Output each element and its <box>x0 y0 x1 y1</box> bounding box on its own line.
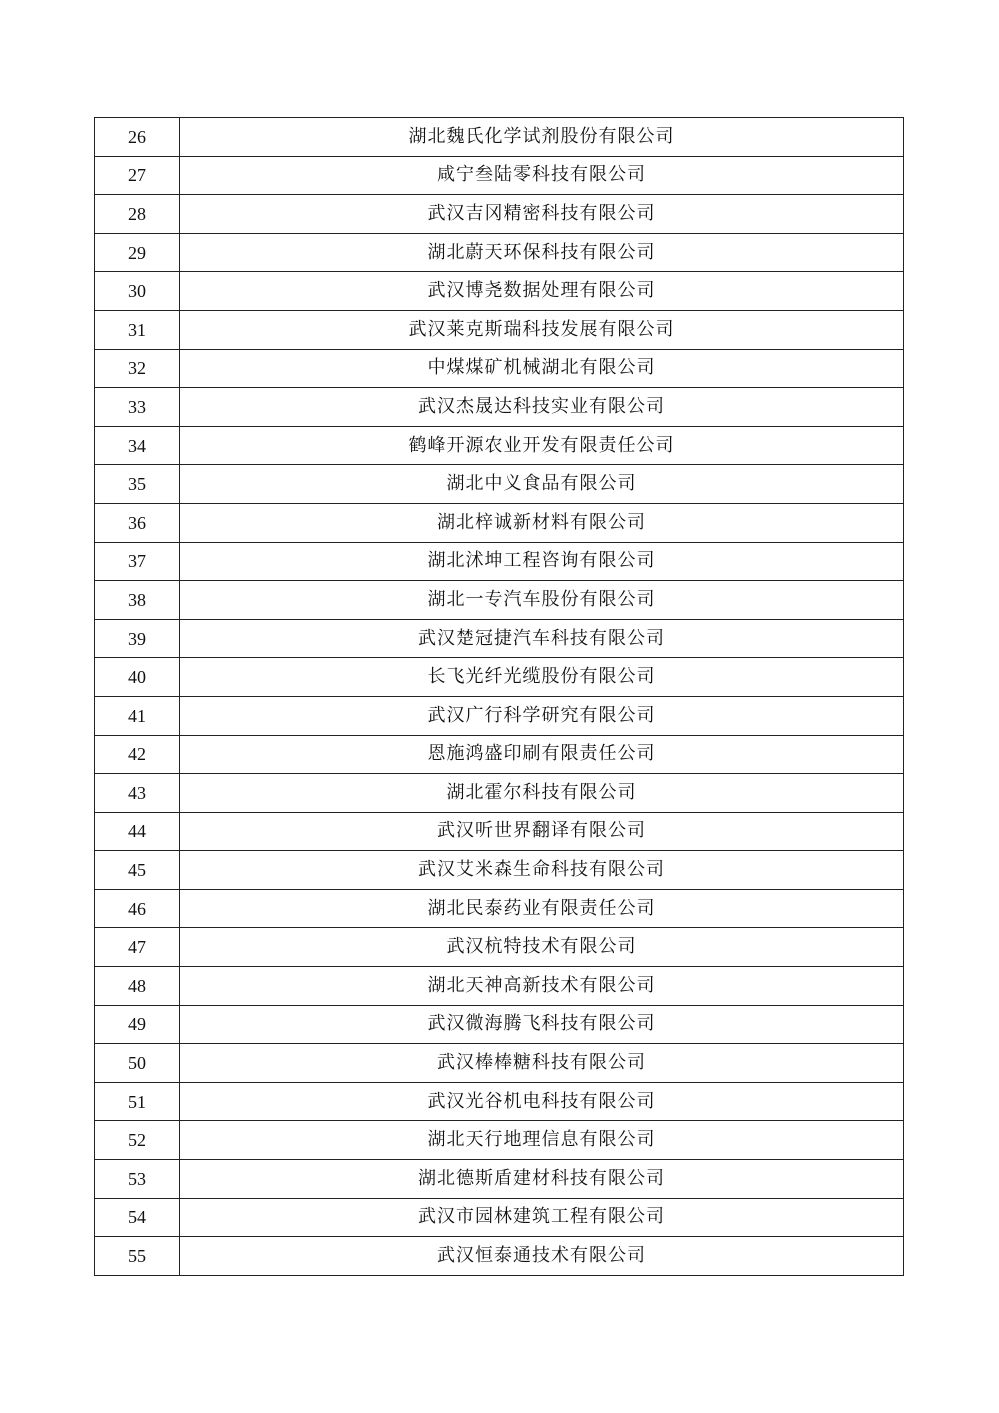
company-name-cell: 湖北魏氏化学试剂股份有限公司 <box>180 118 904 157</box>
company-name-cell: 湖北天神高新技术有限公司 <box>180 967 904 1006</box>
row-number-cell: 32 <box>95 349 180 388</box>
company-list-body <box>95 118 904 1276</box>
table-row <box>95 233 904 272</box>
table-row <box>95 851 904 890</box>
row-number-cell: 28 <box>95 195 180 234</box>
table-row <box>95 118 904 157</box>
company-name-cell: 鹤峰开源农业开发有限责任公司 <box>180 426 904 465</box>
company-name-cell: 武汉杭特技术有限公司 <box>180 928 904 967</box>
row-number-cell: 50 <box>95 1044 180 1083</box>
row-number-cell: 49 <box>95 1005 180 1044</box>
company-list-table <box>94 117 904 1276</box>
table-row <box>95 1198 904 1237</box>
row-number-cell: 53 <box>95 1160 180 1199</box>
row-number-cell: 30 <box>95 272 180 311</box>
table-row <box>95 465 904 504</box>
company-name-cell: 武汉楚冠捷汽车科技有限公司 <box>180 619 904 658</box>
company-name-cell: 武汉恒泰通技术有限公司 <box>180 1237 904 1276</box>
row-number-cell: 29 <box>95 233 180 272</box>
row-number-cell: 36 <box>95 503 180 542</box>
company-name-cell: 中煤煤矿机械湖北有限公司 <box>180 349 904 388</box>
row-number-cell: 45 <box>95 851 180 890</box>
row-number-cell: 52 <box>95 1121 180 1160</box>
row-number-cell: 27 <box>95 156 180 195</box>
company-name-cell: 武汉吉冈精密科技有限公司 <box>180 195 904 234</box>
table-row <box>95 735 904 774</box>
row-number-cell: 48 <box>95 967 180 1006</box>
company-name-cell: 湖北天行地理信息有限公司 <box>180 1121 904 1160</box>
company-name-cell: 长飞光纤光缆股份有限公司 <box>180 658 904 697</box>
table-row <box>95 1044 904 1083</box>
table-row <box>95 349 904 388</box>
company-name-cell: 武汉杰晟达科技实业有限公司 <box>180 388 904 427</box>
table-row <box>95 310 904 349</box>
table-row <box>95 619 904 658</box>
table-row <box>95 889 904 928</box>
row-number-cell: 43 <box>95 774 180 813</box>
company-name-cell: 武汉广行科学研究有限公司 <box>180 696 904 735</box>
row-number-cell: 37 <box>95 542 180 581</box>
row-number-cell: 55 <box>95 1237 180 1276</box>
company-name-cell: 湖北霍尔科技有限公司 <box>180 774 904 813</box>
table-row <box>95 967 904 1006</box>
row-number-cell: 41 <box>95 696 180 735</box>
table-row <box>95 388 904 427</box>
row-number-cell: 42 <box>95 735 180 774</box>
company-name-cell: 湖北德斯盾建材科技有限公司 <box>180 1160 904 1199</box>
table-row <box>95 581 904 620</box>
row-number-cell: 47 <box>95 928 180 967</box>
row-number-cell: 40 <box>95 658 180 697</box>
row-number-cell: 46 <box>95 889 180 928</box>
table-row <box>95 812 904 851</box>
company-name-cell: 湖北梓诚新材料有限公司 <box>180 503 904 542</box>
table-row <box>95 1005 904 1044</box>
table-row <box>95 426 904 465</box>
company-name-cell: 武汉博尧数据处理有限公司 <box>180 272 904 311</box>
company-name-cell: 湖北蔚天环保科技有限公司 <box>180 233 904 272</box>
company-name-cell: 武汉市园林建筑工程有限公司 <box>180 1198 904 1237</box>
table-row <box>95 1121 904 1160</box>
row-number-cell: 39 <box>95 619 180 658</box>
row-number-cell: 31 <box>95 310 180 349</box>
row-number-cell: 35 <box>95 465 180 504</box>
company-name-cell: 武汉莱克斯瑞科技发展有限公司 <box>180 310 904 349</box>
row-number-cell: 44 <box>95 812 180 851</box>
table-row <box>95 156 904 195</box>
company-name-cell: 湖北一专汽车股份有限公司 <box>180 581 904 620</box>
row-number-cell: 34 <box>95 426 180 465</box>
table-row <box>95 503 904 542</box>
company-name-cell: 武汉听世界翻译有限公司 <box>180 812 904 851</box>
company-name-cell: 恩施鸿盛印刷有限责任公司 <box>180 735 904 774</box>
company-name-cell: 湖北中义食品有限公司 <box>180 465 904 504</box>
table-row <box>95 542 904 581</box>
table-row <box>95 272 904 311</box>
table-row <box>95 696 904 735</box>
table-row <box>95 658 904 697</box>
table-row <box>95 1237 904 1276</box>
table-row <box>95 1160 904 1199</box>
company-name-cell: 武汉艾米森生命科技有限公司 <box>180 851 904 890</box>
row-number-cell: 38 <box>95 581 180 620</box>
table-row <box>95 195 904 234</box>
company-name-cell: 湖北沭坤工程咨询有限公司 <box>180 542 904 581</box>
company-name-cell: 武汉微海腾飞科技有限公司 <box>180 1005 904 1044</box>
company-name-cell: 武汉棒棒糖科技有限公司 <box>180 1044 904 1083</box>
table-row <box>95 928 904 967</box>
table-row <box>95 1082 904 1121</box>
row-number-cell: 26 <box>95 118 180 157</box>
company-name-cell: 湖北民泰药业有限责任公司 <box>180 889 904 928</box>
table-row <box>95 774 904 813</box>
row-number-cell: 54 <box>95 1198 180 1237</box>
row-number-cell: 33 <box>95 388 180 427</box>
company-name-cell: 武汉光谷机电科技有限公司 <box>180 1082 904 1121</box>
row-number-cell: 51 <box>95 1082 180 1121</box>
company-name-cell: 咸宁叁陆零科技有限公司 <box>180 156 904 195</box>
